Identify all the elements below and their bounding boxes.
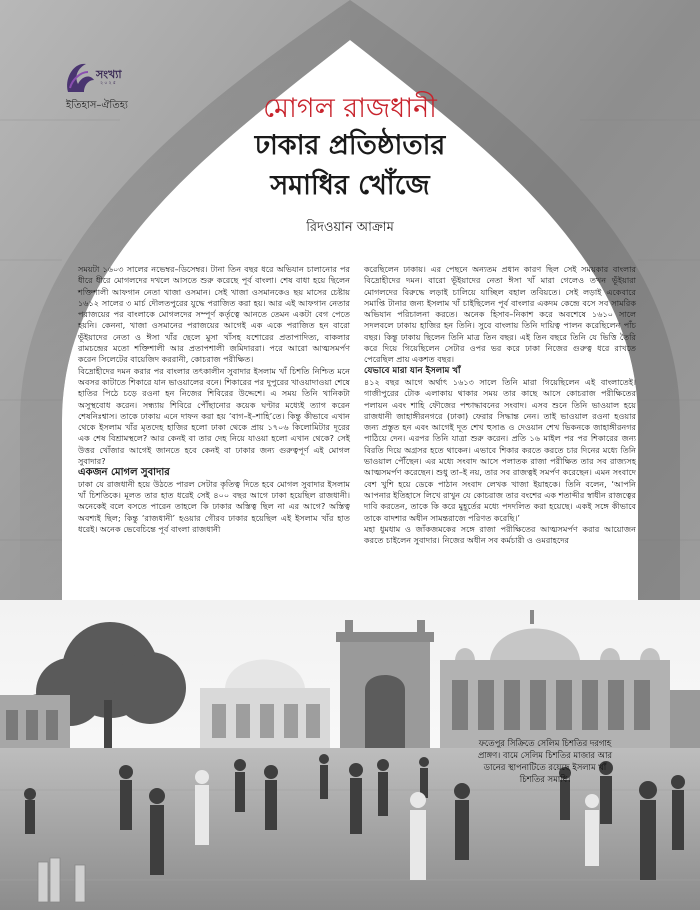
paragraph: বিদ্রোহীদের দমন করার পর বাংলার তৎকালীন সুবাদার ইসলাম খাঁ চিশতি নিশ্চিত মনে অবসর কাটাতে শিকারে যান ভাওয়ালের বনে। শিকারের পর দুপুরের খাওয়াদাওয়া শেষে হাতির পিঠে চড়ে রওনা হন নিজের শিবিরের উদ্দেশে। এ সময় তিনি খানিকটা অসুস্থবোধ করেন। সন্ধ্যায় শিবিরে পৌঁছানোর কয়েক ঘণ্টার মধ্যেই ত্যাগ করেন শেষনিঃশ্বাস। তাকে ঢাকায় এনে দাফন করা হয় ‘বাগ–ই–শাহি’তে। কিন্তু কীভাবে এখান থেকে ইসলাম খাঁর মৃতদেহ হাজির হলো ঢাকা থেকে প্রায় ১৭০৬ কিলোমিটার দূরের এক শেষ বিশ্রামস্থলে? আর কেনই বা তার দেহ নিয়ে যাওয়া হলো এখান থেকে? সেই উত্তর খোঁজার আগেই জানতে হবে কেনই বা ঢাকার জন্য গুরুত্বপূর্ণ এই মোগল সুবাদার? [78, 365, 350, 467]
paragraph: ঢাকা যে রাজধানী হয়ে উঠতে পারল সেটার কৃতিত্ব দিতে হবে মোগল সুবাদার ইসলাম খাঁ চিশতিকে। মূলত তার হাত ধরেই সেই ৪০০ বছর আগে ঢাকা হয়েছিল রাজধানী। অনেকেই বলে বসতে পারেন তাহলে কি ঢাকার অস্তিত্ব ছিল না এর আগে? অস্তিত্ব অবশ্যই ছিল; কিন্তু ‘রাজধানী’ হওয়ার গৌরব ঢাকার হয়েছিল এই ইসলাম খাঁর হাত ধরেই। অনেক ভেবেচিন্তে পূর্ব বাংলা রাজধানী [78, 478, 350, 534]
article-headline [170, 92, 530, 206]
article-kicker: মোগল রাজধানী [263, 93, 437, 124]
article-title-line1: ঢাকার প্রতিষ্ঠাতার [254, 130, 446, 161]
article-column-right [364, 264, 636, 546]
photo-caption: ফতেপুর সিক্রিতে সেলিম চিশতির দরগাহ প্রাঙ্গণ। বামে সেলিম চিশতির মাজার আর ডানের স্থাপনাটিতে রয়েছে ইসলাম খাঁ চিশতির সমাধি। [477, 738, 613, 784]
article-title-line2: সমাধির খোঁজে [270, 170, 430, 201]
paragraph: ৪১২ বছর আগে অর্থাৎ ১৬১৩ সালে তিনি মারা গিয়েছিলেন এই বাংলাতেই। গাজীপুরের টোক এলাকায় থাকার সময় তার কাছে আসে কোচরাজ পরীক্ষিতের পলায়ন এবং শাহি ফৌজের পশ্চাদ্ধাবনের সংবাদ। এসব শুনে তিনি ভাওয়াল হয়ে রাজধানী জাহাঙ্গীরনগরে (ঢাকা) ফেরার সিদ্ধান্ত নেন। তাই ভাওয়াল রওনা হওয়ার জন্য প্রস্তুত হন এবং আগেই দূত শেখ হুসাঙ ও দেওয়ান শেখ ভিকনকে জাহাঙ্গীরনগর পাঠিয়ে দেন। এরপর তিনি যাত্রা শুরু করেন। প্রতি ১৬ মাইল পর পর শিকারের জন্য বিরতি দিয়ে অগ্রসর হতে থাকেন। এভাবে শিকার করতে করতে চার দিনের মধ্যে তিনি ভাওয়াল পৌঁছেন। এর মধ্যে সংবাদ আসে পলাতক রাজা পরীক্ষিত তার সব রাজ্যসহ আত্মসমর্পণ করেছেন। শুধু তা–ই নয়, তার সব রাজত্বই সমর্পণ করেছেন। এমন সংবাদে বেশ খুশি হয়ে ডেকে পাঠান সংবাদ লেখক খাজা ইয়াহকে। তিনি বলেন, ‘আপনি আপনার ইতিহাসে লিখে রাখুন যে কোচরাজ তার বংশের এক শতাব্দীর স্বাধীন রাজত্বের দাবি করতেন, তাকে কি করে মুহূর্তের মধ্যে পদদলিত করা হয়েছে। একই সঙ্গে কীভাবে তাকে বাদশার অধীন সামন্তরাজে পরিণত করেছি।’ [364, 376, 636, 523]
logo-wordmark: সংখ্যা [96, 68, 122, 81]
article-column-left [78, 264, 350, 535]
logo-year: ২০২৫ [100, 80, 117, 86]
author-byline: রিদওয়ান আক্রাম [306, 220, 394, 235]
section-label: ইতিহাস–ঐতিহ্য [66, 100, 128, 111]
section-subhead: যেভাবে মারা যান ইসলাম খাঁ [364, 365, 461, 376]
paragraph: মহা ধুমধাম ও জাঁকজমকের সঙ্গে রাজা পরীক্ষিতের আত্মসমর্পণ করার আয়োজন করতে চাইলেন সুবাদার। নিজের অধীন সব কর্মচারী ও ওমরাহদের [364, 523, 636, 546]
paragraph: করেছিলেন ঢাকায়। এর পেছনে অন্যতম প্রধান কারণ ছিল সেই সময়কার বাংলার বিদ্রোহীদের দমন। বারো ভূঁইয়াদের নেতা ঈসা খাঁ মারা গেলেও তখন ভূঁইয়ারা মোগলদের বিরুদ্ধে লড়াই চালিয়ে যাচ্ছিল বহাল তবিয়তে। সেই লড়াই একেবারে সমাপ্তি টানার জন্য ইসলাম খাঁ চাইছিলেন পূর্ব বাংলার একদম কেন্দ্রে বসে সব সামরিক অভিযান পরিচালনা করতে। অনেক হিসাব–নিকাশ করে অবশেষে ১৬১০ সালে সদলবলে ঢাকায় হাজির হন তিনি। সুবে বাংলায় তিনি দায়িত্ব পালন করেছিলেন পাঁচ বছর। কিন্তু ঢাকায় ছিলেন তিনি মাত্র তিন বছর। এই তিন বছরে তিনি যে ভিত্তি তৈরি করে দিয়ে গিয়েছিলেন সেটার ওপর ভর করে ঢাকা নিজের গুরুত্ব ধরে রাখতে পেরেছিল প্রায় একশত বছর। [364, 264, 636, 365]
paragraph: সময়টা ১৬০৩ সালের নভেম্বর–ডিসেম্বর। টানা তিন বছর ধরে অভিযান চালানোর পর ধীরে ধীরে মোগলদের দখলে আসতে শুরু করেছে পূর্ব বাংলা। শেষ বাধা হয়ে ছিলেন শক্তিশালী আফগান নেতা খাজা ওসমান। সেই খাজা ওসমানকেও ছয় মাসের চেষ্টায় ১৬১২ সালের ৩ মার্চ দৌলতপুরের যুদ্ধে পরাজিত করা হয়। আর এই আফগান নেতার পরাজয়ের পর বাংলাকে মোগলদের সম্পূর্ণ কর্তৃত্বে আনতে তেমন একটা বেগ পেতে হয়নি। কেননা, খাজা ওসমানের পরাজয়ের আগেই এক একে পরাজিত হন বারো ভূঁইয়াদের নেতা ও ঈসা খাঁর ছেলে মুসা খাঁসহ যশোরের প্রতাপাদিত্য, বাকলার রামচন্দ্রের মতো শক্তিশালী আর প্রতাপশালী জমিদাররা। পরে আরো আত্মসমর্পণ করেন সিলেটের বায়েজিদ কররানী, কোচরাজ পরীক্ষিত। [78, 264, 350, 365]
section-subhead: একজন মোগল সুবাদার [78, 467, 170, 479]
logo-icon [62, 58, 98, 98]
